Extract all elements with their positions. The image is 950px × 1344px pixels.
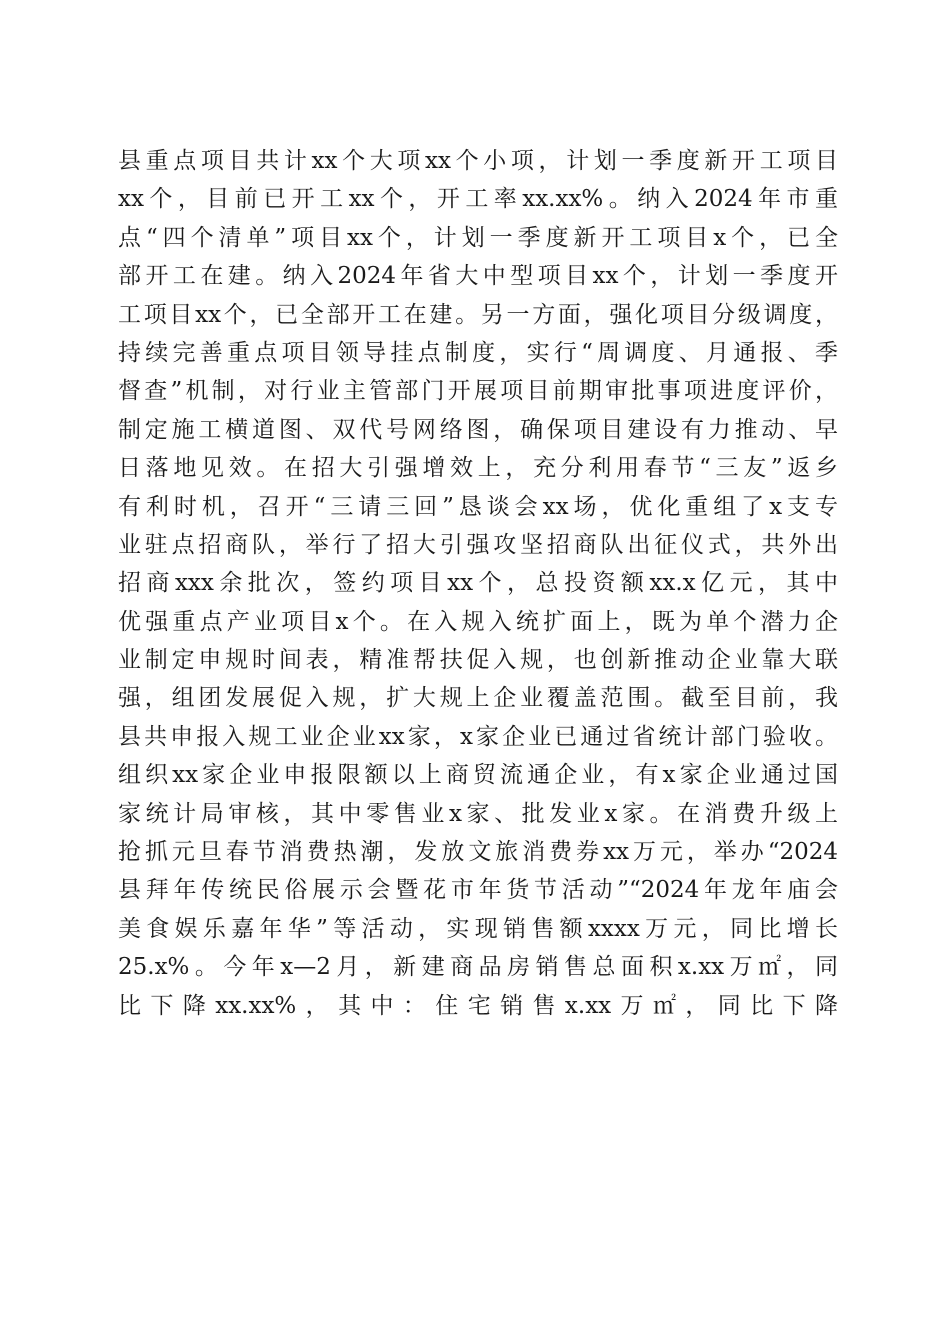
text-line: 工项目xx个，已全部开工在建。另一方面，强化项目分级调度， (118, 301, 838, 328)
text-line: 招商xxx余批次，签约项目xx个，总投资额xx.x亿元，其中 (118, 570, 838, 597)
text-line: 县重点项目共计xx个大项xx个小项，计划一季度新开工项目 (118, 148, 838, 174)
text-line: 点“四个清单”项目xx个，计划一季度新开工项目x个，已全 (118, 224, 838, 251)
text-line: 制定施工横道图、双代号网络图，确保项目建设有力推动、早 (118, 416, 838, 443)
text-line: 25.x%。今年x—2月，新建商品房销售总面积x.xx万㎡，同 (118, 954, 838, 981)
text-line: 优强重点产业项目x个。在入规入统扩面上，既为单个潜力企 (118, 608, 838, 635)
text-line: 县拜年传统民俗展示会暨花市年货节活动”“2024年龙年庙会 (118, 877, 838, 904)
text-line: 业制定申规时间表，精准帮扶促入规，也创新推动企业靠大联 (118, 647, 838, 674)
text-line: 县共申报入规工业企业xx家，x家企业已通过省统计部门验收。 (118, 723, 838, 750)
text-line: 持续完善重点项目领导挂点制度，实行“周调度、月通报、季 (118, 339, 838, 366)
text-line: 美食娱乐嘉年华”等活动，实现销售额xxxx万元，同比增长 (118, 915, 838, 942)
text-line: 家统计局审核，其中零售业x家、批发业x家。在消费升级上 (118, 800, 838, 827)
text-line: 督查”机制，对行业主管部门开展项目前期审批事项进度评价， (118, 378, 838, 405)
text-line: 强，组团发展促入规，扩大规上企业覆盖范围。截至目前，我 (118, 685, 838, 712)
body-paragraph (118, 142, 838, 1025)
text-line: 组织xx家企业申报限额以上商贸流通企业，有x家企业通过国 (118, 762, 838, 789)
text-line: 部开工在建。纳入2024年省大中型项目xx个，计划一季度开 (118, 263, 838, 290)
text-line: 日落地见效。在招大引强增效上，充分利用春节“三友”返乡 (118, 455, 838, 482)
text-line: 有利时机，召开“三请三回”恳谈会xx场，优化重组了x支专 (118, 493, 838, 520)
text-line: 比下降xx.xx%，其中：住宅销售x.xx万㎡，同比下降 (118, 992, 838, 1019)
text-line: xx个，目前已开工xx个，开工率xx.xx%。纳入2024年市重 (118, 186, 838, 213)
text-line: 抢抓元旦春节消费热潮，发放文旅消费券xx万元，举办“2024 (118, 839, 838, 866)
text-line: 业驻点招商队，举行了招大引强攻坚招商队出征仪式，共外出 (118, 531, 838, 558)
